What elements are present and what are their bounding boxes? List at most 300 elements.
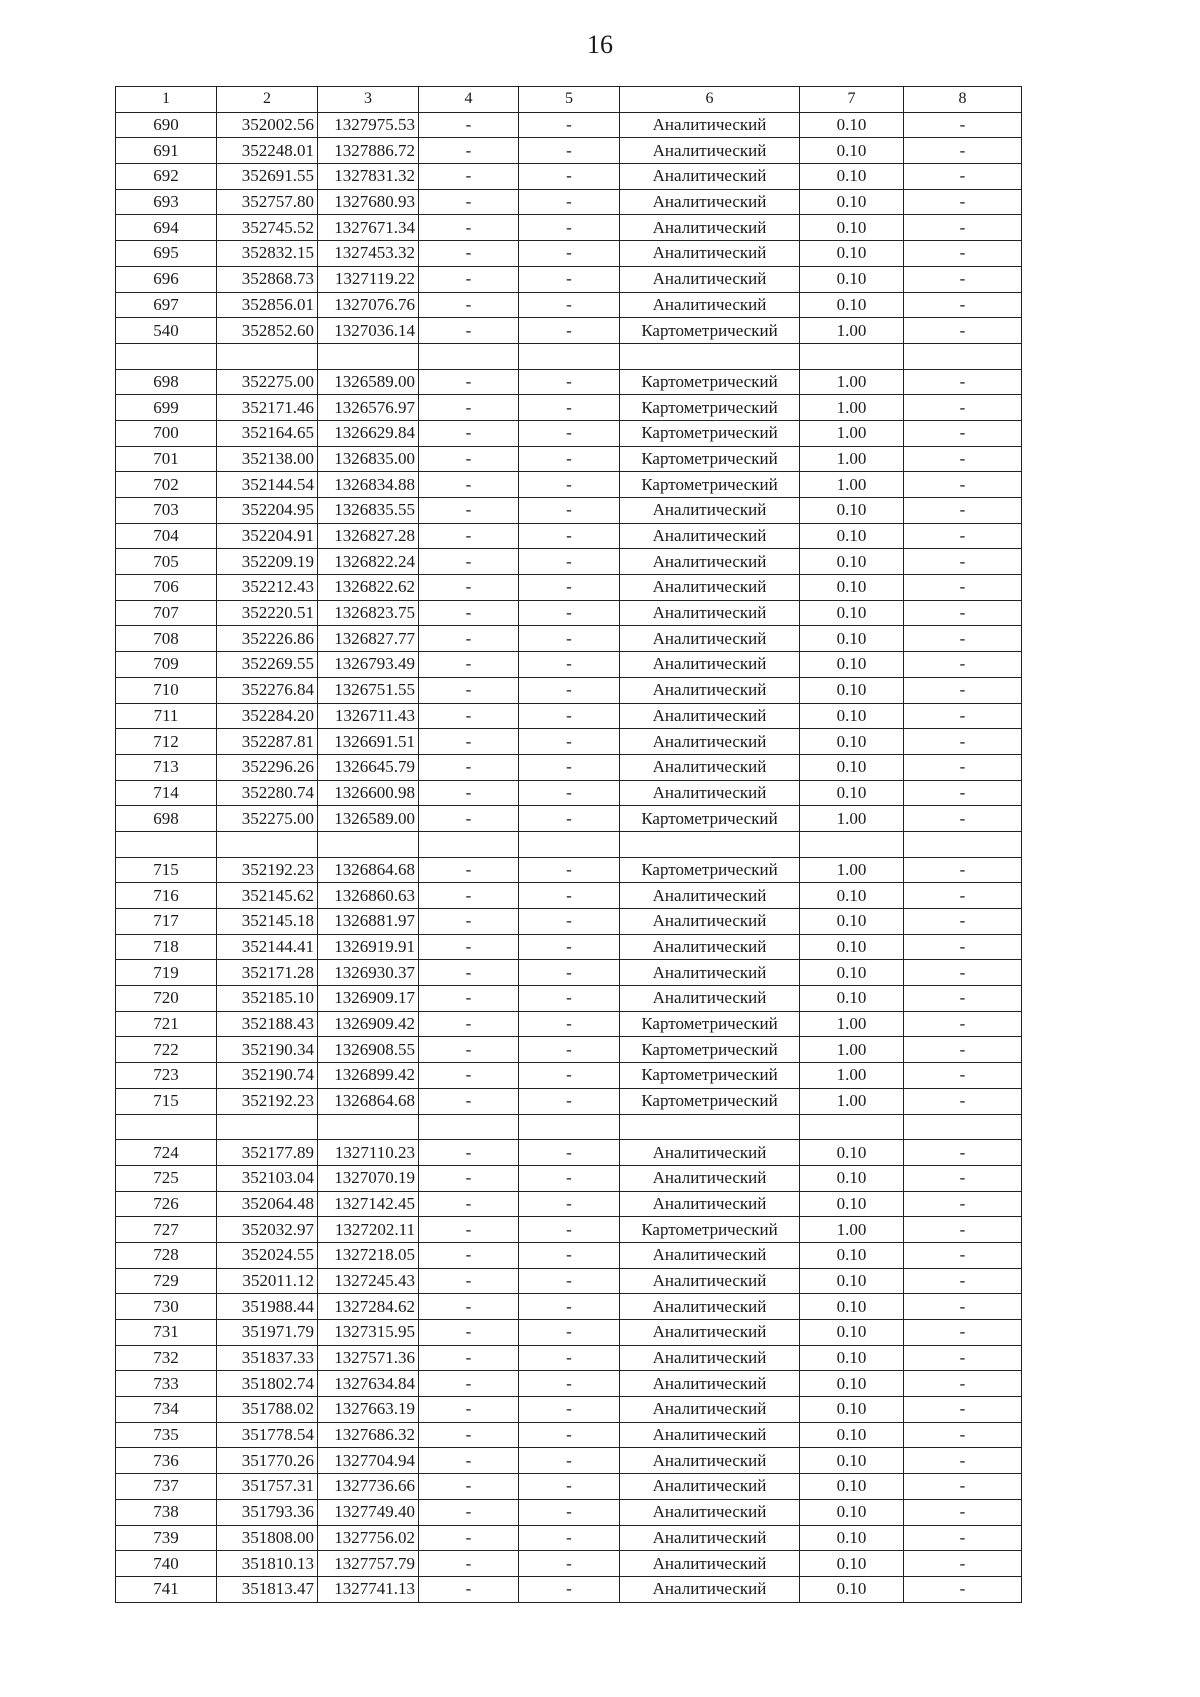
coord-x-cell: 352204.91 <box>217 523 318 549</box>
col-8-cell: - <box>904 395 1022 421</box>
col-5-cell: - <box>519 1242 620 1268</box>
accuracy-cell: 1.00 <box>800 857 904 883</box>
table-row <box>116 215 1022 241</box>
coord-y-cell: 1326908.55 <box>318 1037 419 1063</box>
col-8-cell: - <box>904 1268 1022 1294</box>
method-cell: Аналитический <box>620 266 800 292</box>
point-number-cell: 698 <box>116 806 217 832</box>
coord-y-cell: 1327036.14 <box>318 318 419 344</box>
coord-x-cell: 352190.74 <box>217 1063 318 1089</box>
col-8-cell: - <box>904 369 1022 395</box>
col-4-cell: - <box>419 1397 519 1423</box>
accuracy-cell: 0.10 <box>800 703 904 729</box>
point-number-cell: 715 <box>116 1088 217 1114</box>
col-5-cell <box>519 1114 620 1140</box>
table-row <box>116 112 1022 138</box>
col-8-cell: - <box>904 1448 1022 1474</box>
accuracy-cell: 0.10 <box>800 1371 904 1397</box>
method-cell: Аналитический <box>620 1525 800 1551</box>
coord-y-cell: 1327142.45 <box>318 1191 419 1217</box>
col-4-cell: - <box>419 780 519 806</box>
col-8-cell: - <box>904 1397 1022 1423</box>
point-number-cell: 540 <box>116 318 217 344</box>
coord-x-cell: 352852.60 <box>217 318 318 344</box>
col-5-cell: - <box>519 780 620 806</box>
point-number-cell: 733 <box>116 1371 217 1397</box>
col-4-cell: - <box>419 1345 519 1371</box>
col-4-cell: - <box>419 934 519 960</box>
col-8-cell: - <box>904 703 1022 729</box>
coord-x-cell: 352177.89 <box>217 1140 318 1166</box>
accuracy-cell: 1.00 <box>800 446 904 472</box>
point-number-cell: 690 <box>116 112 217 138</box>
method-cell: Аналитический <box>620 677 800 703</box>
method-cell: Картометрический <box>620 1063 800 1089</box>
method-cell: Аналитический <box>620 1294 800 1320</box>
method-cell: Картометрический <box>620 318 800 344</box>
col-8-cell: - <box>904 164 1022 190</box>
col-4-cell: - <box>419 1551 519 1577</box>
col-5-cell: - <box>519 1294 620 1320</box>
coord-x-cell: 351813.47 <box>217 1576 318 1602</box>
col-5-cell: - <box>519 1345 620 1371</box>
accuracy-cell: 0.10 <box>800 189 904 215</box>
col-4-cell: - <box>419 1242 519 1268</box>
point-number-cell: 716 <box>116 883 217 909</box>
coord-x-cell: 352212.43 <box>217 575 318 601</box>
table-row <box>116 780 1022 806</box>
coord-y-cell: 1326909.42 <box>318 1011 419 1037</box>
table-row <box>116 138 1022 164</box>
table-row <box>116 1397 1022 1423</box>
table-body <box>116 112 1022 1602</box>
table-row <box>116 754 1022 780</box>
coord-y-cell: 1326645.79 <box>318 754 419 780</box>
point-number-cell: 715 <box>116 857 217 883</box>
col-5-cell: - <box>519 138 620 164</box>
coord-x-cell: 352145.18 <box>217 909 318 935</box>
accuracy-cell: 0.10 <box>800 1268 904 1294</box>
accuracy-cell <box>800 831 904 857</box>
point-number-cell: 699 <box>116 395 217 421</box>
col-8-cell: - <box>904 1345 1022 1371</box>
col-5-cell: - <box>519 729 620 755</box>
col-4-cell <box>419 343 519 369</box>
col-5-cell: - <box>519 1397 620 1423</box>
col-8-cell: - <box>904 112 1022 138</box>
col-8-cell: - <box>904 215 1022 241</box>
accuracy-cell: 0.10 <box>800 215 904 241</box>
col-8-cell: - <box>904 1242 1022 1268</box>
col-4-cell: - <box>419 189 519 215</box>
header-cell-3: 3 <box>318 87 419 113</box>
coord-y-cell: 1327671.34 <box>318 215 419 241</box>
coord-x-cell: 351778.54 <box>217 1422 318 1448</box>
point-number-cell: 732 <box>116 1345 217 1371</box>
method-cell: Картометрический <box>620 395 800 421</box>
coord-y-cell: 1327315.95 <box>318 1320 419 1346</box>
col-4-cell: - <box>419 652 519 678</box>
table-row <box>116 241 1022 267</box>
col-8-cell: - <box>904 1499 1022 1525</box>
col-8-cell: - <box>904 960 1022 986</box>
coord-y-cell: 1326711.43 <box>318 703 419 729</box>
col-4-cell: - <box>419 1371 519 1397</box>
table-row <box>116 1088 1022 1114</box>
table-row <box>116 960 1022 986</box>
coord-x-cell: 352192.23 <box>217 857 318 883</box>
table-row <box>116 857 1022 883</box>
accuracy-cell: 0.10 <box>800 112 904 138</box>
method-cell <box>620 1114 800 1140</box>
col-4-cell: - <box>419 1320 519 1346</box>
coord-y-cell: 1326589.00 <box>318 369 419 395</box>
accuracy-cell: 0.10 <box>800 677 904 703</box>
coord-y-cell: 1326827.77 <box>318 626 419 652</box>
point-number-cell: 717 <box>116 909 217 935</box>
col-8-cell: - <box>904 600 1022 626</box>
header-cell-6: 6 <box>620 87 800 113</box>
col-5-cell: - <box>519 1088 620 1114</box>
method-cell: Картометрический <box>620 446 800 472</box>
col-5-cell: - <box>519 369 620 395</box>
col-4-cell: - <box>419 1422 519 1448</box>
point-number-cell: 741 <box>116 1576 217 1602</box>
coord-y-cell <box>318 831 419 857</box>
table-row <box>116 343 1022 369</box>
table-row <box>116 395 1022 421</box>
coord-y-cell: 1326751.55 <box>318 677 419 703</box>
table-row <box>116 1474 1022 1500</box>
method-cell: Аналитический <box>620 754 800 780</box>
table-row <box>116 189 1022 215</box>
col-8-cell: - <box>904 652 1022 678</box>
col-4-cell: - <box>419 806 519 832</box>
table-row <box>116 806 1022 832</box>
coord-y-cell: 1326822.62 <box>318 575 419 601</box>
accuracy-cell: 1.00 <box>800 369 904 395</box>
point-number-cell: 693 <box>116 189 217 215</box>
col-4-cell: - <box>419 1088 519 1114</box>
coord-x-cell: 352745.52 <box>217 215 318 241</box>
col-5-cell: - <box>519 472 620 498</box>
col-8-cell: - <box>904 677 1022 703</box>
col-5-cell <box>519 343 620 369</box>
col-5-cell: - <box>519 318 620 344</box>
coord-x-cell: 352248.01 <box>217 138 318 164</box>
table-row <box>116 266 1022 292</box>
col-4-cell <box>419 1114 519 1140</box>
accuracy-cell: 1.00 <box>800 395 904 421</box>
col-8-cell: - <box>904 909 1022 935</box>
accuracy-cell: 1.00 <box>800 318 904 344</box>
table-row <box>116 1037 1022 1063</box>
coord-x-cell: 352064.48 <box>217 1191 318 1217</box>
coord-y-cell: 1326881.97 <box>318 909 419 935</box>
point-number-cell: 703 <box>116 498 217 524</box>
method-cell: Аналитический <box>620 652 800 678</box>
method-cell: Аналитический <box>620 729 800 755</box>
point-number-cell: 739 <box>116 1525 217 1551</box>
table-row <box>116 1191 1022 1217</box>
header-cell-4: 4 <box>419 87 519 113</box>
col-8-cell: - <box>904 986 1022 1012</box>
coord-y-cell: 1327757.79 <box>318 1551 419 1577</box>
header-cell-2: 2 <box>217 87 318 113</box>
point-number-cell: 696 <box>116 266 217 292</box>
col-5-cell: - <box>519 626 620 652</box>
col-8-cell: - <box>904 1140 1022 1166</box>
accuracy-cell: 0.10 <box>800 241 904 267</box>
col-4-cell: - <box>419 1268 519 1294</box>
accuracy-cell: 0.10 <box>800 575 904 601</box>
coord-y-cell: 1326827.28 <box>318 523 419 549</box>
method-cell: Аналитический <box>620 780 800 806</box>
coord-x-cell: 352269.55 <box>217 652 318 678</box>
col-4-cell: - <box>419 241 519 267</box>
point-number-cell <box>116 1114 217 1140</box>
col-8-cell: - <box>904 1165 1022 1191</box>
coord-y-cell: 1326691.51 <box>318 729 419 755</box>
accuracy-cell: 0.10 <box>800 1242 904 1268</box>
header-cell-5: 5 <box>519 87 620 113</box>
col-4-cell: - <box>419 498 519 524</box>
coord-x-cell: 352171.28 <box>217 960 318 986</box>
coord-y-cell: 1327110.23 <box>318 1140 419 1166</box>
coord-y-cell: 1326864.68 <box>318 1088 419 1114</box>
accuracy-cell: 0.10 <box>800 754 904 780</box>
accuracy-cell: 0.10 <box>800 498 904 524</box>
coord-y-cell <box>318 1114 419 1140</box>
table-row <box>116 318 1022 344</box>
col-5-cell: - <box>519 498 620 524</box>
coord-x-cell: 352190.34 <box>217 1037 318 1063</box>
coord-y-cell: 1327886.72 <box>318 138 419 164</box>
col-5-cell: - <box>519 266 620 292</box>
coord-y-cell: 1327741.13 <box>318 1576 419 1602</box>
header-cell-7: 7 <box>800 87 904 113</box>
table-row <box>116 652 1022 678</box>
col-4-cell: - <box>419 1011 519 1037</box>
col-8-cell: - <box>904 523 1022 549</box>
table-row <box>116 1448 1022 1474</box>
method-cell: Аналитический <box>620 1448 800 1474</box>
col-8-cell: - <box>904 446 1022 472</box>
col-5-cell: - <box>519 1011 620 1037</box>
method-cell: Аналитический <box>620 883 800 909</box>
coord-x-cell: 352103.04 <box>217 1165 318 1191</box>
point-number-cell: 709 <box>116 652 217 678</box>
coord-x-cell: 351788.02 <box>217 1397 318 1423</box>
table-row <box>116 369 1022 395</box>
coord-y-cell: 1327245.43 <box>318 1268 419 1294</box>
method-cell: Картометрический <box>620 1217 800 1243</box>
coord-x-cell: 351757.31 <box>217 1474 318 1500</box>
accuracy-cell: 0.10 <box>800 986 904 1012</box>
accuracy-cell: 0.10 <box>800 909 904 935</box>
col-4-cell: - <box>419 215 519 241</box>
method-cell: Картометрический <box>620 420 800 446</box>
col-5-cell: - <box>519 857 620 883</box>
coord-y-cell: 1326589.00 <box>318 806 419 832</box>
method-cell: Аналитический <box>620 1242 800 1268</box>
table-row <box>116 1268 1022 1294</box>
col-5-cell: - <box>519 703 620 729</box>
accuracy-cell: 1.00 <box>800 806 904 832</box>
col-5-cell: - <box>519 446 620 472</box>
point-number-cell: 722 <box>116 1037 217 1063</box>
accuracy-cell <box>800 1114 904 1140</box>
point-number-cell: 704 <box>116 523 217 549</box>
method-cell: Аналитический <box>620 138 800 164</box>
col-4-cell: - <box>419 112 519 138</box>
method-cell: Аналитический <box>620 164 800 190</box>
point-number-cell: 713 <box>116 754 217 780</box>
col-4-cell: - <box>419 600 519 626</box>
col-8-cell: - <box>904 1551 1022 1577</box>
table-row <box>116 1140 1022 1166</box>
coord-y-cell: 1326860.63 <box>318 883 419 909</box>
col-5-cell: - <box>519 986 620 1012</box>
col-5-cell: - <box>519 1320 620 1346</box>
col-8-cell: - <box>904 1422 1022 1448</box>
table-header <box>116 87 1022 113</box>
coord-x-cell: 351971.79 <box>217 1320 318 1346</box>
table-row <box>116 1011 1022 1037</box>
point-number-cell: 718 <box>116 934 217 960</box>
method-cell: Аналитический <box>620 1576 800 1602</box>
table-row <box>116 1217 1022 1243</box>
col-8-cell: - <box>904 1576 1022 1602</box>
header-cell-8: 8 <box>904 87 1022 113</box>
table-row <box>116 575 1022 601</box>
col-8-cell: - <box>904 1037 1022 1063</box>
point-number-cell: 692 <box>116 164 217 190</box>
accuracy-cell: 1.00 <box>800 1037 904 1063</box>
col-5-cell: - <box>519 1474 620 1500</box>
method-cell: Аналитический <box>620 498 800 524</box>
col-4-cell: - <box>419 318 519 344</box>
col-5-cell: - <box>519 934 620 960</box>
point-number-cell: 728 <box>116 1242 217 1268</box>
coord-y-cell: 1326835.55 <box>318 498 419 524</box>
col-5-cell: - <box>519 1576 620 1602</box>
coord-y-cell: 1327284.62 <box>318 1294 419 1320</box>
table-row <box>116 1165 1022 1191</box>
point-number-cell: 694 <box>116 215 217 241</box>
coord-y-cell: 1326822.24 <box>318 549 419 575</box>
col-4-cell <box>419 831 519 857</box>
coord-x-cell: 352226.86 <box>217 626 318 652</box>
col-4-cell: - <box>419 703 519 729</box>
coord-y-cell: 1327749.40 <box>318 1499 419 1525</box>
method-cell <box>620 831 800 857</box>
coord-y-cell: 1327218.05 <box>318 1242 419 1268</box>
col-5-cell: - <box>519 1422 620 1448</box>
col-5-cell: - <box>519 1165 620 1191</box>
method-cell: Аналитический <box>620 1140 800 1166</box>
method-cell: Картометрический <box>620 806 800 832</box>
coord-y-cell: 1327831.32 <box>318 164 419 190</box>
col-8-cell: - <box>904 780 1022 806</box>
col-5-cell: - <box>519 189 620 215</box>
accuracy-cell: 0.10 <box>800 1397 904 1423</box>
coord-x-cell <box>217 831 318 857</box>
col-8-cell: - <box>904 1063 1022 1089</box>
accuracy-cell: 1.00 <box>800 1011 904 1037</box>
method-cell: Аналитический <box>620 112 800 138</box>
coordinates-table <box>115 86 1022 1603</box>
method-cell: Аналитический <box>620 549 800 575</box>
method-cell: Картометрический <box>620 1037 800 1063</box>
point-number-cell: 730 <box>116 1294 217 1320</box>
coord-x-cell: 352832.15 <box>217 241 318 267</box>
point-number-cell: 725 <box>116 1165 217 1191</box>
col-8-cell: - <box>904 266 1022 292</box>
col-4-cell: - <box>419 266 519 292</box>
method-cell: Аналитический <box>620 600 800 626</box>
method-cell: Аналитический <box>620 1268 800 1294</box>
col-8-cell: - <box>904 420 1022 446</box>
coord-y-cell: 1326909.17 <box>318 986 419 1012</box>
accuracy-cell: 0.10 <box>800 934 904 960</box>
col-8-cell: - <box>904 883 1022 909</box>
coord-y-cell: 1327663.19 <box>318 1397 419 1423</box>
table-row <box>116 677 1022 703</box>
point-number-cell: 712 <box>116 729 217 755</box>
accuracy-cell: 0.10 <box>800 1474 904 1500</box>
col-5-cell: - <box>519 754 620 780</box>
coord-x-cell: 352220.51 <box>217 600 318 626</box>
coord-y-cell: 1327070.19 <box>318 1165 419 1191</box>
col-8-cell <box>904 343 1022 369</box>
col-8-cell: - <box>904 138 1022 164</box>
col-5-cell: - <box>519 960 620 986</box>
col-4-cell: - <box>419 369 519 395</box>
accuracy-cell: 0.10 <box>800 883 904 909</box>
method-cell: Аналитический <box>620 1345 800 1371</box>
col-8-cell: - <box>904 1088 1022 1114</box>
col-8-cell: - <box>904 754 1022 780</box>
coord-x-cell: 352144.41 <box>217 934 318 960</box>
col-5-cell: - <box>519 575 620 601</box>
table-row <box>116 831 1022 857</box>
col-4-cell: - <box>419 677 519 703</box>
col-4-cell: - <box>419 1063 519 1089</box>
accuracy-cell <box>800 343 904 369</box>
table-row <box>116 703 1022 729</box>
accuracy-cell: 1.00 <box>800 472 904 498</box>
method-cell: Аналитический <box>620 1397 800 1423</box>
accuracy-cell: 0.10 <box>800 780 904 806</box>
method-cell: Картометрический <box>620 1011 800 1037</box>
col-5-cell: - <box>519 1371 620 1397</box>
point-number-cell <box>116 343 217 369</box>
table-row <box>116 472 1022 498</box>
method-cell: Аналитический <box>620 523 800 549</box>
method-cell: Аналитический <box>620 1191 800 1217</box>
coord-y-cell: 1327736.66 <box>318 1474 419 1500</box>
coord-x-cell: 352209.19 <box>217 549 318 575</box>
coord-y-cell: 1326834.88 <box>318 472 419 498</box>
col-8-cell: - <box>904 934 1022 960</box>
coord-y-cell: 1327571.36 <box>318 1345 419 1371</box>
coord-y-cell: 1326864.68 <box>318 857 419 883</box>
table-row <box>116 1320 1022 1346</box>
method-cell: Аналитический <box>620 1371 800 1397</box>
accuracy-cell: 0.10 <box>800 1140 904 1166</box>
col-4-cell: - <box>419 986 519 1012</box>
